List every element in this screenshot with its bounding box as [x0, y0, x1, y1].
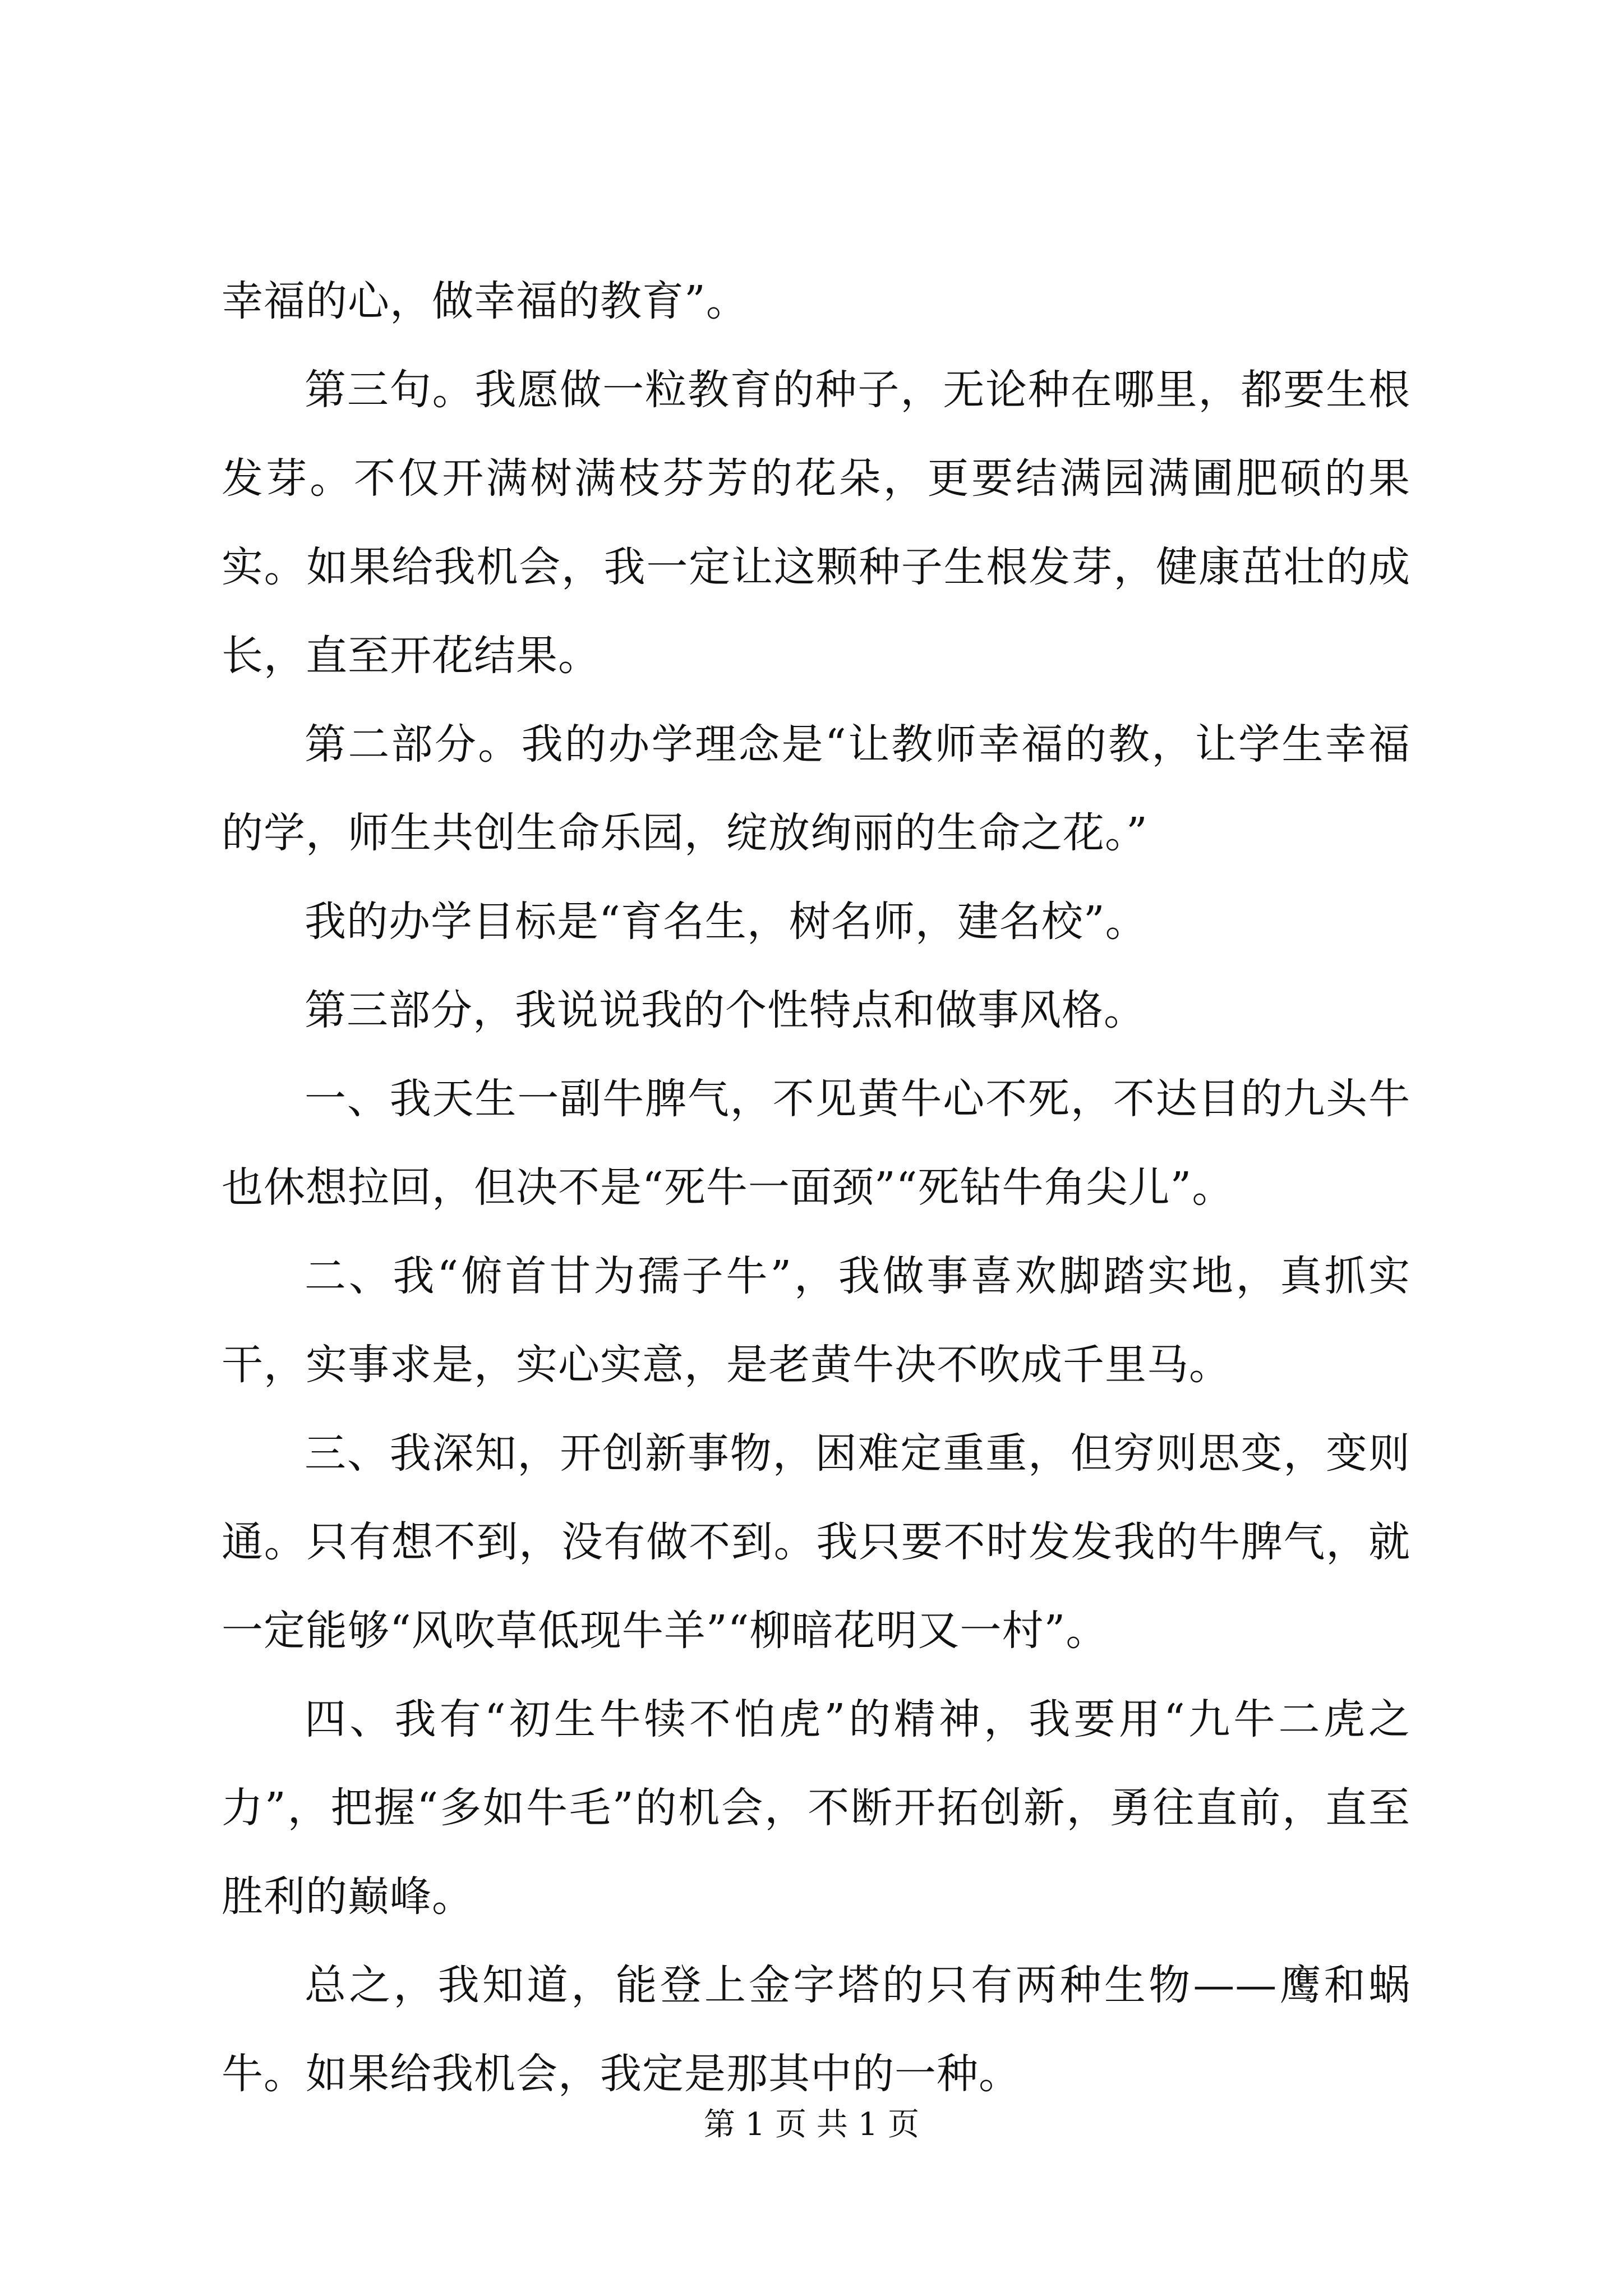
document-body	[222, 257, 1410, 2118]
paragraph-1: 幸福的心，做幸福的教育”。	[222, 277, 748, 325]
paragraph-4: 我的办学目标是“育名生，树名师，建名校”。	[305, 898, 1147, 946]
paragraph-9: 四、我有“初生牛犊不怕虎”的精神，我要用“九牛二虎之力”，把握“多如牛毛”的机会，不断开拓创新，勇往直前，直至胜利的巅峰。	[222, 1695, 1410, 1921]
paragraph-8: 三、我深知，开创新事物，困难定重重，但穷则思变，变则通。只有想不到，没有做不到。我只要不时发发我的牛脾气，就一定能够“风吹草低现牛羊”“柳暗花明又一村”。	[222, 1429, 1410, 1655]
paragraph-10: 总之，我知道，能登上金字塔的只有两种生物——鹰和蜗牛。如果给我机会，我定是那其中的一种。	[222, 1961, 1410, 2098]
page-number-footer: 第 1 页 共 1 页	[703, 2106, 920, 2143]
paragraph-7: 二、我“俯首甘为孺子牛”，我做事喜欢脚踏实地，真抓实干，实事求是，实心实意，是老黄牛决不吹成千里马。	[222, 1252, 1410, 1389]
paragraph-2: 第三句。我愿做一粒教育的种子，无论种在哪里，都要生根发芽。不仅开满树满枝芬芳的花朵，更要结满园满圃肥硕的果实。如果给我机会，我一定让这颗种子生根发芽，健康茁壮的成长，直至开花结果。	[222, 366, 1410, 680]
paragraph-6: 一、我天生一副牛脾气，不见黄牛心不死，不达目的九头牛也休想拉回，但决不是“死牛一面颈”“死钻牛角尖儿”。	[222, 1075, 1410, 1212]
paragraph-3: 第二部分。我的办学理念是“让教师幸福的教，让学生幸福的学，师生共创生命乐园，绽放绚丽的生命之花。”	[222, 720, 1410, 857]
paragraph-5: 第三部分，我说说我的个性特点和做事风格。	[305, 986, 1146, 1034]
